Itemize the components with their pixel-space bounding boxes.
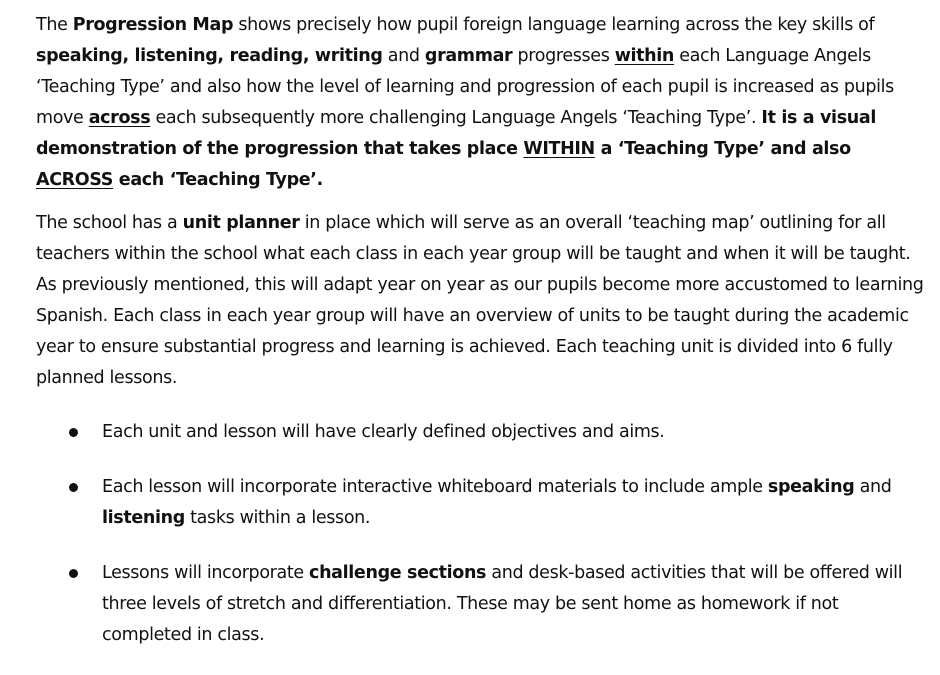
emphasis-within-caps: WITHIN — [523, 139, 595, 159]
text-run: progresses — [512, 46, 615, 66]
text-run: tasks within a lesson. — [184, 508, 371, 528]
bullet-icon — [69, 569, 78, 578]
text-run: and — [382, 46, 425, 66]
document-body — [36, 10, 928, 675]
bold-term-challenge-sections: challenge sections — [309, 563, 487, 583]
bold-term-listening: listening — [102, 508, 185, 528]
text-run: The school has a — [36, 213, 183, 233]
bold-sentence: a ‘Teaching Type’ and also — [594, 139, 851, 159]
bold-term-skills: speaking, listening, reading, writing — [36, 46, 383, 66]
bold-term-grammar: grammar — [424, 46, 513, 66]
bold-term-progression-map: Progression Map — [72, 15, 234, 35]
list-item — [36, 417, 928, 448]
text-run: Lessons will incorporate — [102, 563, 310, 583]
bullet-icon — [69, 483, 78, 492]
list-item — [36, 472, 928, 534]
bullet-list — [36, 417, 928, 651]
text-run: each Language Angels ‘Teaching Type’ and also how the level of learning and progression of each pupil is increased as pupils move — [36, 46, 894, 128]
bullet-icon — [69, 428, 78, 437]
bullet-text: Each unit and lesson will have clearly defined objectives and aims. — [102, 422, 665, 442]
list-item — [36, 558, 928, 651]
emphasis-across-caps: ACROSS — [36, 170, 114, 190]
text-run: and — [854, 477, 892, 497]
text-run: shows precisely how pupil foreign language learning across the key skills of — [233, 15, 875, 35]
unit-planner-paragraph — [36, 208, 928, 394]
bold-term-speaking: speaking — [767, 477, 855, 497]
emphasis-across: across — [88, 108, 151, 128]
bold-sentence: It is a visual demonstration of the progression that takes place — [36, 108, 876, 159]
text-run: The — [36, 15, 73, 35]
text-run: and desk-based activities that will be offered will three levels of stretch and differentiation. These may be sent home as homework if not completed in class. — [102, 563, 903, 645]
emphasis-within: within — [614, 46, 675, 66]
text-run: Each lesson will incorporate interactive whiteboard materials to include ample — [102, 477, 768, 497]
progression-map-paragraph — [36, 10, 928, 196]
bold-sentence: each ‘Teaching Type’. — [113, 170, 323, 190]
text-run: each subsequently more challenging Language Angels ‘Teaching Type’. — [150, 108, 762, 128]
text-run: in place which will serve as an overall ‘teaching map’ outlining for all teachers within the school what each class in each year group will be taught and when it will be taught. As previously mentioned, this will adapt year on year as our pupils become more accustomed to learning Spanish. Each class in each year group will have an overview of units to be taught during the academic year to ensure substantial progress and learning is achieved. Each teaching unit is divided into 6 fully planned lessons. — [36, 213, 924, 388]
bold-term-unit-planner: unit planner — [182, 213, 300, 233]
